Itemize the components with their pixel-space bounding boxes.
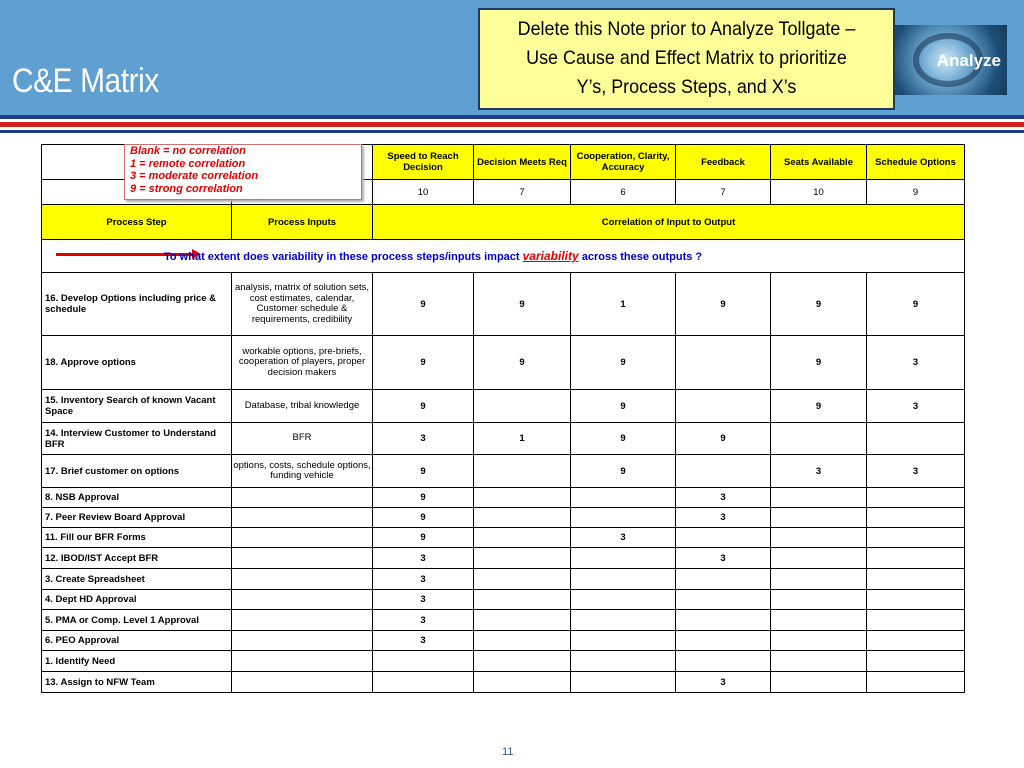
output-header: Speed to Reach Decision [373,145,474,180]
correlation-value [474,569,571,590]
correlation-value [867,488,965,508]
table-row [42,390,965,423]
column-header-row [42,205,965,240]
correlation-value [474,488,571,508]
process-input-cell: workable options, pre-briefs, cooperation of players, proper decision makers [232,336,373,390]
note-line: Y’s, Process Steps, and X’s [576,76,797,98]
correlation-value: 3 [373,590,474,610]
table-row [42,651,965,672]
correlation-value: 3 [867,336,965,390]
correlation-value [571,651,676,672]
legend-entry: 9 = strong correlation [130,182,243,195]
process-input-cell [232,569,373,590]
table-row [42,528,965,548]
correlation-value [676,590,771,610]
correlation-value [771,569,867,590]
correlation-value: 3 [676,508,771,528]
correlation-value [771,672,867,693]
correlation-value: 9 [474,336,571,390]
process-input-cell: Database, tribal knowledge [232,390,373,423]
correlation-value [867,569,965,590]
process-step-cell: 14. Interview Customer to Understand BFR [42,423,232,455]
correlation-value: 9 [373,528,474,548]
table-row [42,273,965,336]
correlation-value [771,423,867,455]
correlation-value [867,610,965,631]
correlation-value: 9 [771,336,867,390]
output-weight: 10 [373,180,474,205]
correlation-value: 3 [676,548,771,569]
correlation-value [676,631,771,651]
correlation-value [867,423,965,455]
output-weight: 7 [474,180,571,205]
correlation-value [474,528,571,548]
impact-text-before: To what extent does variability in these process steps/inputs impact [164,251,520,263]
correlation-value: 9 [373,273,474,336]
process-input-cell [232,631,373,651]
correlation-value: 9 [373,508,474,528]
legend-entry: Blank = no correlation [130,145,246,157]
correlation-value [474,651,571,672]
note-line: Use Cause and Effect Matrix to prioritize [526,47,847,69]
process-step-cell: 17. Brief customer on options [42,455,232,488]
correlation-value [676,528,771,548]
process-input-cell [232,610,373,631]
correlation-value [474,590,571,610]
correlation-value [771,508,867,528]
correlation-value: 3 [867,455,965,488]
analyze-logo-text: Analyze [936,51,1001,70]
table-row [42,455,965,488]
correlation-value: 3 [373,548,474,569]
process-input-cell [232,651,373,672]
legend-entry: 1 = remote correlation [130,157,246,170]
correlation-value [867,548,965,569]
correlation-value [676,569,771,590]
process-input-cell: options, costs, schedule options, funding vehicle [232,455,373,488]
correlation-value: 9 [676,423,771,455]
process-step-cell: 7. Peer Review Board Approval [42,508,232,528]
table-row [42,548,965,569]
correlation-legend [124,144,362,200]
process-inputs-header: Process Inputs [232,205,373,240]
table-row [42,488,965,508]
table-row [42,610,965,631]
correlation-value: 9 [373,390,474,423]
correlation-value: 3 [676,672,771,693]
correlation-value: 9 [571,336,676,390]
correlation-value: 3 [867,390,965,423]
tollgate-note [478,8,895,110]
correlation-value [373,651,474,672]
correlation-value [771,488,867,508]
correlation-value [867,590,965,610]
table-row [42,590,965,610]
correlation-value: 3 [373,631,474,651]
correlation-value [867,528,965,548]
table-row [42,336,965,390]
output-header: Cooperation, Clarity, Accuracy [571,145,676,180]
correlation-value: 9 [571,423,676,455]
process-step-cell: 8. NSB Approval [42,488,232,508]
process-step-cell: 3. Create Spreadsheet [42,569,232,590]
output-weight: 10 [771,180,867,205]
analyze-logo [895,25,1007,95]
correlation-value: 3 [676,488,771,508]
correlation-value [771,651,867,672]
ce-matrix-table [41,144,965,693]
correlation-value [771,528,867,548]
output-header: Decision Meets Req [474,145,571,180]
table-row [42,508,965,528]
impact-row [42,240,965,273]
correlation-value [474,672,571,693]
correlation-value: 9 [571,390,676,423]
table-row [42,569,965,590]
table-row [42,672,965,693]
table-row [42,631,965,651]
correlation-value: 3 [373,569,474,590]
correlation-value: 9 [373,488,474,508]
output-header: Seats Available [771,145,867,180]
correlation-value [571,569,676,590]
process-step-cell: 4. Dept HD Approval [42,590,232,610]
correlation-value [571,508,676,528]
correlation-value: 9 [474,273,571,336]
page-number: 11 [502,746,514,758]
correlation-value [771,610,867,631]
process-input-cell [232,508,373,528]
correlation-value: 9 [676,273,771,336]
correlation-value [474,548,571,569]
process-input-cell: analysis, matrix of solution sets, cost estimates, calendar, Customer schedule & requirements, credibility [232,273,373,336]
impact-question [164,249,702,263]
correlation-value [676,455,771,488]
process-input-cell [232,528,373,548]
correlation-value [676,390,771,423]
correlation-value [867,631,965,651]
process-input-cell [232,590,373,610]
process-step-cell: 12. IBOD/IST Accept BFR [42,548,232,569]
process-input-cell: BFR [232,423,373,455]
correlation-value [771,631,867,651]
correlation-value [571,631,676,651]
output-header: Feedback [676,145,771,180]
process-step-cell: 13. Assign to NFW Team [42,672,232,693]
correlation-value [474,631,571,651]
correlation-value: 1 [571,273,676,336]
process-step-cell: 5. PMA or Comp. Level 1 Approval [42,610,232,631]
impact-keyword: variability [522,249,579,263]
correlation-value [571,610,676,631]
correlation-value [867,508,965,528]
correlation-value: 9 [771,390,867,423]
correlation-value [771,548,867,569]
process-step-header: Process Step [42,205,232,240]
correlation-value: 9 [867,273,965,336]
correlation-value [474,390,571,423]
process-step-cell: 16. Develop Options including price & schedule [42,273,232,336]
table-row [42,423,965,455]
output-weight: 7 [676,180,771,205]
correlation-value [571,488,676,508]
process-input-cell [232,672,373,693]
correlation-value [474,455,571,488]
correlation-value [771,590,867,610]
correlation-value [676,336,771,390]
correlation-value [867,672,965,693]
correlation-value [474,508,571,528]
slide-title: C&E Matrix [12,62,159,100]
correlation-value [571,672,676,693]
correlation-value [676,651,771,672]
correlation-value: 3 [373,423,474,455]
note-line: Delete this Note prior to Analyze Tollgate – [517,18,856,40]
output-weight: 9 [867,180,965,205]
correlation-value [676,610,771,631]
process-step-cell: 1. Identify Need [42,651,232,672]
correlation-value: 9 [771,273,867,336]
correlation-header: Correlation of Input to Output [373,205,965,240]
process-step-cell: 11. Fill our BFR Forms [42,528,232,548]
process-step-cell: 18. Approve options [42,336,232,390]
correlation-value: 9 [373,455,474,488]
correlation-value: 3 [571,528,676,548]
correlation-value [571,590,676,610]
correlation-value: 3 [373,610,474,631]
process-input-cell [232,488,373,508]
correlation-value: 3 [771,455,867,488]
output-weight: 6 [571,180,676,205]
process-step-cell: 15. Inventory Search of known Vacant Space [42,390,232,423]
header-stripe [0,130,1024,133]
correlation-value: 1 [474,423,571,455]
process-step-cell: 6. PEO Approval [42,631,232,651]
correlation-value: 9 [571,455,676,488]
impact-text-after: across these outputs ? [581,251,703,263]
correlation-value [474,610,571,631]
process-input-cell [232,548,373,569]
correlation-value [867,651,965,672]
correlation-value: 9 [373,336,474,390]
correlation-value [373,672,474,693]
legend-entry: 3 = moderate correlation [130,170,259,182]
impact-cell [42,240,965,273]
correlation-value [571,548,676,569]
output-header: Schedule Options [867,145,965,180]
